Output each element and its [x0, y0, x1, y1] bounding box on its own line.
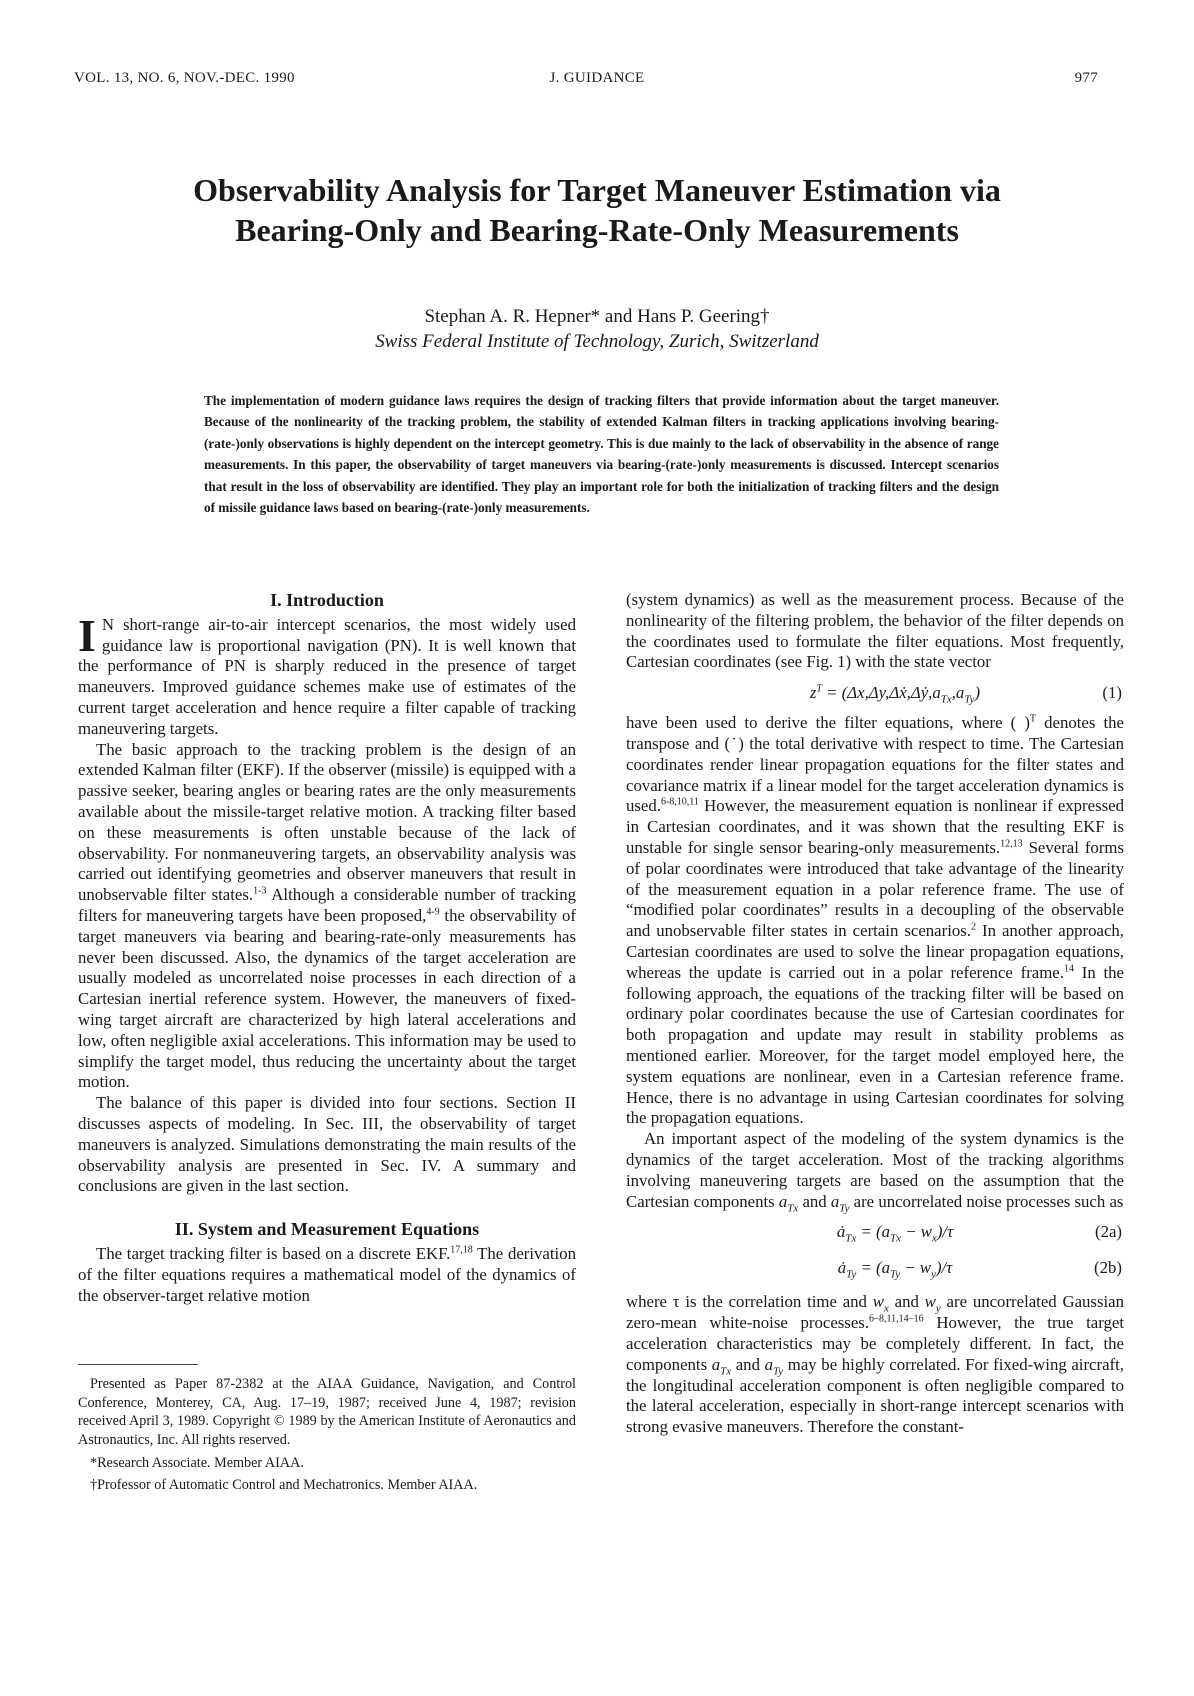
symbol-a-ty: $a_{Ty}$ [764, 1354, 784, 1378]
right-paragraph-3-text-a: An important aspect of the modeling of the system dynamics is the dynamics of the target acceleration. Most of the tracking algorithms involving maneuvering targets are based on the assumption that the Cartesian components [626, 1129, 1124, 1211]
system-paragraph-1-text-b: The derivation of the filter equations requires a mathematical model of the dynamics of the observer-target relative motion [78, 1243, 576, 1305]
section-heading-introduction: I. Introduction [270, 590, 384, 610]
author-affiliation: Swiss Federal Institute of Technology, Zurich, Switzerland [375, 331, 819, 352]
right-paragraph-2-text-f: In the following approach, the equations of the tracking filter will be based on ordinary polar coordinates because the use of Cartesian coordinates for both propagation and update may result in stability problems as mentioned earlier. Moreover, for the target model employed here, the system equations are nonlinear, even in a Cartesian reference frame. Hence, there is no advantage in using Cartesian coordinates for solving the propagation equations. [626, 962, 1124, 1128]
right-paragraph-4 [626, 1292, 1124, 1438]
footnotes [78, 1375, 576, 1495]
footnote-rule [78, 1364, 198, 1365]
right-paragraph-2-text-a: have been used to derive the filter equations, where ( ) [626, 713, 1030, 733]
running-header-volume: VOL. 13, NO. 6, NOV.-DEC. 1990 [74, 70, 295, 86]
section-heading-system-equations: II. System and Measurement Equations [174, 1219, 480, 1240]
equation-2a-math: $ȧ_{Tx} = (a_{Tx} - w_x)/\tau$ [836, 1222, 954, 1245]
right-paragraph-4-text-c: are uncorrelated Gaussian zero-mean white-noise processes. [626, 1292, 1124, 1333]
right-paragraph-4-text-f: may be highly correlated. For fixed-wing aircraft, the longitudinal acceleration component is often negligible compared to the lateral acceleration, especially in short-range intercept scenarios with strong evasive maneuvers. Therefore the constant- [626, 1354, 1124, 1437]
equation-2a-number: (2a) [1094, 1222, 1122, 1242]
citation-ref: 2 [970, 921, 976, 933]
paper-title [60, 170, 1134, 250]
author-list: Stephan A. R. Hepner* and Hans P. Geering† [424, 306, 770, 327]
equation-1-math: $z^T$ = $(\Delta x,\Delta y,\Delta ẋ,\Delta ẏ,a_{Tx},a_{Ty})$ [809, 683, 981, 706]
right-paragraph-4-text-a: where τ is the correlation time and [626, 1292, 873, 1312]
equation-2b [626, 1248, 1124, 1284]
paper-title-line2: Bearing-Only and Bearing-Rate-Only Measurements [235, 212, 959, 248]
right-paragraph-1: (system dynamics) as well as the measurement process. Because of the nonlinearity of the filtering problem, the behavior of the filter depends on the coordinates used to formulate the filter equations. Most frequently, Cartesian coordinates (see Fig. 1) with the state vector [626, 590, 1124, 672]
right-paragraph-2 [626, 713, 1124, 1129]
citation-ref: 4-9 [426, 906, 440, 918]
footnote-author-1: *Research Associate. Member AIAA. [90, 1454, 304, 1471]
intro-paragraph-1-text: N short-range air-to-air intercept scenarios, the most widely used guidance law is proportional navigation (PN). It is well known that the performance of PN is sharply reduced in the presence of target maneuvers. Improved guidance schemes make use of estimates of the current target acceleration and hence require a filter capable of tracking maneuvering targets. [78, 614, 576, 738]
citation-ref: 1-3 [253, 885, 267, 897]
equation-2b-math: $ȧ_{Ty} = (a_{Ty} - w_y)/\tau$ [837, 1258, 953, 1281]
intro-paragraph-3: The balance of this paper is divided into four sections. Section II discusses aspects of modeling. In Sec. III, the observability of target maneuvers is analyzed. Simulations demonstrating the main results of the observability analysis are presented in Sec. IV. A summary and conclusions are given in the last section. [78, 1093, 576, 1196]
intro-paragraph-2-text-c: the observability of target maneuvers via bearing and bearing-rate-only measurements has never been discussed. Also, the dynamics of the target acceleration are usually modeled as uncorrelated noise processes in each direction of a Cartesian inertial reference system. However, the maneuvers of fixed-wing target aircraft are characterized by high lateral accelerations and low, often negligible axial accelerations. This information may be used to simplify the target model, thus reducing the uncertainty about the target motion. [78, 905, 577, 1092]
equation-1 [626, 673, 1124, 713]
system-paragraph-1-text-a: The target tracking filter is based on a discrete EKF. [96, 1243, 451, 1263]
equation-1-number: (1) [1102, 683, 1122, 703]
citation-ref: 6-8,10,11 [660, 796, 699, 808]
citation-ref: 6–8,11,14–16 [869, 1313, 924, 1325]
right-paragraph-3-text-b: and [798, 1191, 831, 1211]
right-paragraph-2-text-e: In another approach, Cartesian coordinates are used to solve the linear propagation equations, whereas the update is carried out in a polar reference frame. [626, 921, 1124, 982]
abstract: The implementation of modern guidance laws requires the design of tracking filters that provide information about the target maneuver. Because of the nonlinearity of the tracking problem, the stability of extended Kalman filters in tracking applications involving bearing-(rate-)only observations is highly dependent on the intercept geometry. This is due mainly to the lack of observability in the absence of range measurements. In this paper, the observability of target maneuvers via bearing-(rate-)only measurements is discussed. Intercept scenarios that result in the loss of observability are identified. They play an important role for both the initialization of tracking filters and the design of missile guidance laws based on bearing-(rate-)only measurements. [204, 393, 999, 516]
right-paragraph-2-text-d: Several forms of polar coordinates were introduced that take advantage of the linearity of the measurement equation in a polar reference frame. The use of “modified polar coordinates” results in a decoupling of the observable and unobservable filter states in certain scenarios. [626, 837, 1124, 941]
running-header-journal: J. GUIDANCE [549, 70, 645, 86]
citation-ref: 12,13 [1000, 838, 1023, 850]
intro-paragraph-2-text-b: Although a considerable number of tracking filters for maneuvering targets have been proposed, [78, 885, 576, 925]
footnote-author-2: †Professor of Automatic Control and Mechatronics. Member AIAA. [90, 1477, 478, 1494]
symbol-w-y: $w_y$ [924, 1292, 941, 1315]
symbol-a-tx: $a_{Tx}$ [778, 1191, 799, 1214]
page-number: 977 [1074, 70, 1098, 86]
right-paragraph-3 [626, 1129, 1124, 1212]
drop-cap: I [78, 614, 96, 661]
intro-paragraph-2-text-a: The basic approach to the tracking problem is the design of an extended Kalman filter (EKF). If the observer (missile) is equipped with a passive seeker, bearing angles or bearing rates are the only measurements available about the missile-target relative motion. A tracking filter based on these measurements is often unstable because of the lack of observability. For nonmaneuvering targets, an observability analysis was carried out identifying geometries and observer maneuvers that result in unobservable filter states. [78, 739, 576, 905]
system-paragraph-1 [78, 1244, 576, 1306]
right-paragraph-4-text-d: However, the true target acceleration characteristics may be completely different. In fact, the components [626, 1313, 1124, 1374]
intro-paragraph-2 [78, 740, 576, 1094]
symbol-w-x: $w_x$ [872, 1292, 889, 1315]
right-paragraph-2-text-c: However, the measurement equation is nonlinear if expressed in Cartesian coordinates, and it was shown that the resulting EKF is unstable for single sensor bearing-only measurements. [626, 796, 1124, 857]
right-paragraph-4-text-b: and [888, 1292, 925, 1312]
paper-title-line1: Observability Analysis for Target Maneuver Estimation via [193, 172, 1001, 208]
equation-2b-number: (2b) [1094, 1258, 1122, 1278]
equation-2a [626, 1212, 1124, 1248]
footnote-publication: Presented as Paper 87-2382 at the AIAA Guidance, Navigation, and Control Conference, Monterey, CA, Aug. 17–19, 1987; received June 4, 1987; revision received April 3, 1989. Copyright © 1989 by the American Institute of Aeronautics and Astronautics, Inc. All rights reserved. [78, 1376, 576, 1449]
intro-paragraph-1 [78, 615, 576, 740]
transpose-superscript: T [1029, 713, 1037, 725]
right-column [626, 590, 1124, 1438]
right-paragraph-4-text-e: and [731, 1354, 765, 1374]
left-column [78, 590, 576, 1495]
citation-ref: 14 [1063, 963, 1074, 975]
right-paragraph-2-text-b: denotes the transpose and (˙) the total derivative with respect to time. The Cartesian coordinates render linear propagation equations for the filter states and covariance matrix if a linear model for the target acceleration dynamics is used. [626, 713, 1124, 816]
symbol-a-tx: $a_{Tx}$ [711, 1354, 732, 1378]
right-paragraph-3-text-c: are uncorrelated noise processes such as [849, 1191, 1124, 1211]
citation-ref: 17,18 [450, 1244, 473, 1256]
symbol-a-ty: $a_{Ty}$ [830, 1191, 850, 1214]
